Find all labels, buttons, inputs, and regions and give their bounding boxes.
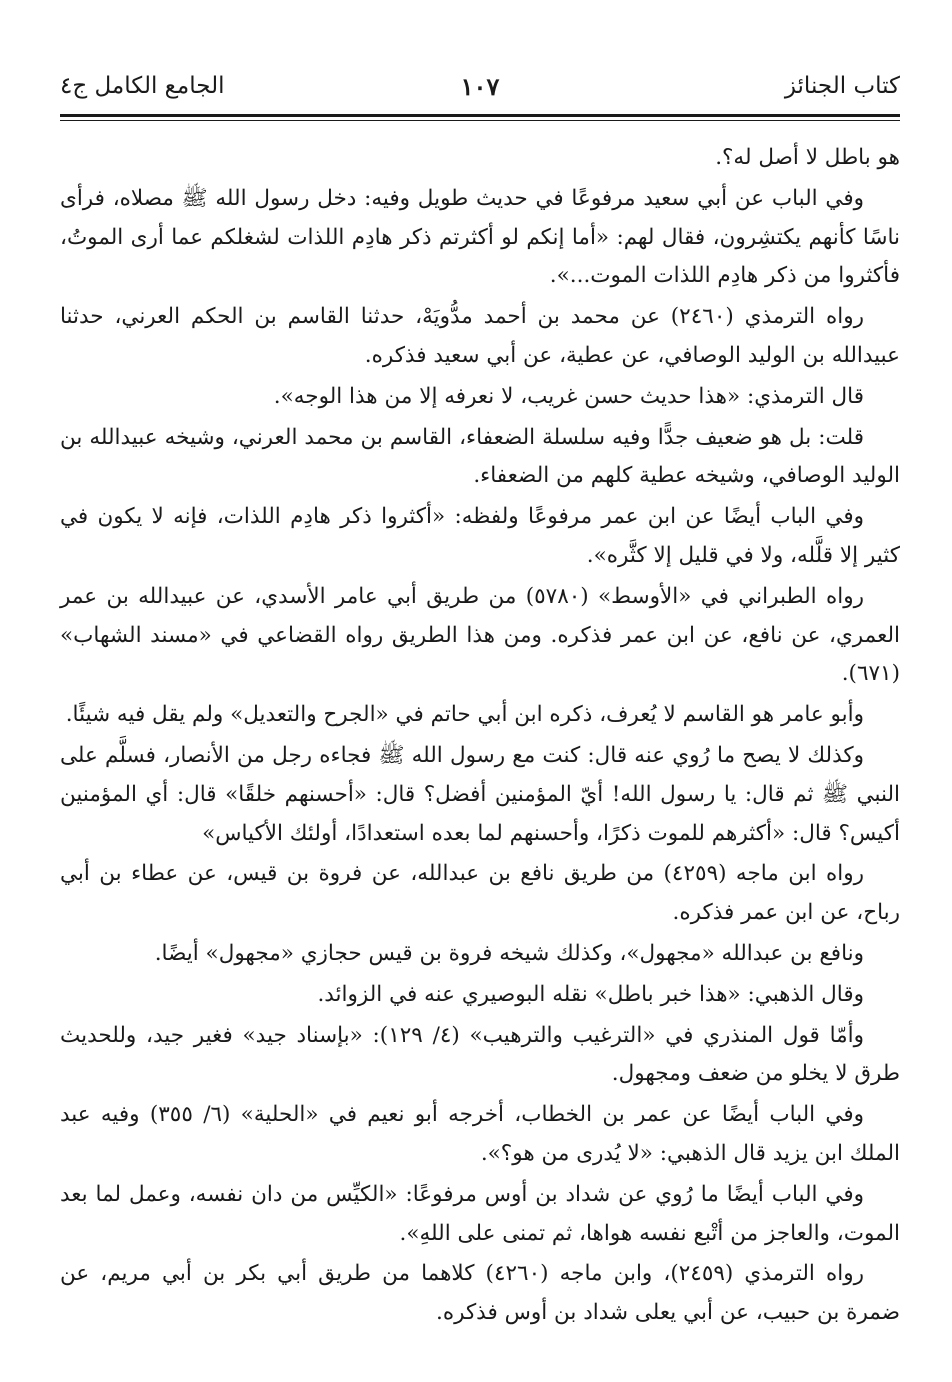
paragraph-6: وفي الباب أيضًا عن ابن عمر مرفوعًا ولفظه: «أكثروا ذكر هادِم اللذات، فإنه لا يكون في كثير إلا قلَّله، ولا في قليل إلا كثَّره». <box>60 504 900 568</box>
paragraph-16: رواه الترمذي (٢٤٥٩)، وابن ماجه (٤٢٦٠) كلاهما من طريق أبي بكر بن أبي مريم، عن ضمرة بن حبيب، عن أبي يعلى شداد بن أوس فذكره. <box>60 1261 900 1326</box>
paragraph-2: وفي الباب عن أبي سعيد مرفوعًا في حديث طويل وفيه: دخل رسول الله ﷺ مصلاه، فرأى ناسًا كأنهم يكتشِرون، فقال لهم: «أما إنكم لو أكثرتم ذكر هادِم اللذات لشغلكم عما أرى الموتُ، فأكثروا من ذكر هادِم اللذات الموت...». <box>60 185 900 289</box>
paragraph-10: رواه ابن ماجه (٤٢٥٩) من طريق نافع بن عبدالله، عن فروة بن قيس، عن عطاء بن أبي رباح، عن ابن عمر فذكره. <box>60 861 900 926</box>
page-body <box>60 139 900 1333</box>
paragraph-5: قلت: بل هو ضعيف جدًّا وفيه سلسلة الضعفاء، القاسم بن محمد العرني، وشيخه عبيدالله بن الوليد الوصافي، وشيخه عطية كلهم من الضعفاء. <box>60 424 900 489</box>
book-page <box>60 62 900 1352</box>
paragraph-15: وفي الباب أيضًا ما رُوي عن شداد بن أوس مرفوعًا: «الكيِّس من دان نفسه، وعمل لما بعد الموت، والعاجز من أتْبع نفسه هواها، ثم تمنى على اللهِ». <box>60 1181 900 1246</box>
header-rule-thick <box>60 114 900 117</box>
paragraph-7: رواه الطبراني في «الأوسط» (٥٧٨٠) من طريق أبي عامر الأسدي، عن عبيدالله بن عمر العمري، عن نافع، عن ابن عمر فذكره. ومن هذا الطريق رواه القضاعي في «مسند الشهاب» (٦٧١). <box>60 583 900 687</box>
paragraph-14: وفي الباب أيضًا عن عمر بن الخطاب، أخرجه أبو نعيم في «الحلية» (٦/ ٣٥٥) وفيه عبد الملك ابن يزيد قال الذهبي: «لا يُدرى من هو؟». <box>60 1102 900 1166</box>
book-title: الجامع الكامل ج٤ <box>60 73 225 99</box>
paragraph-1: هو باطل لا أصل له؟. <box>715 145 900 170</box>
header-rule-thin <box>60 120 900 121</box>
paragraph-12: وقال الذهبي: «هذا خبر باطل» نقله البوصيري عنه في الزوائد. <box>317 981 864 1007</box>
page-number: ١٠٧ <box>460 71 500 101</box>
paragraph-4: قال الترمذي: «هذا حديث حسن غريب، لا نعرفه إلا من هذا الوجه». <box>273 383 864 409</box>
paragraph-9: وكذلك لا يصح ما رُوي عنه قال: كنت مع رسول الله ﷺ فجاءه رجل من الأنصار، فسلَّم على النبي ﷺ ثم قال: يا رسول الله! أيّ المؤمنين أفضل؟ قال: «أحسنهم خلقًا» قال: أي المؤمنين أكيس؟ قال: «أكثرهم للموت ذكرًا، وأحسنهم لما بعده استعدادًا، أولئك الأكياس» <box>60 742 900 846</box>
paragraph-11: ونافع بن عبدالله «مجهول»، وكذلك شيخه فروة بن قيس حجازي «مجهول» أيضًا. <box>154 940 864 966</box>
chapter-title: كتاب الجنائز <box>784 73 900 99</box>
paragraph-13: وأمّا قول المنذري في «الترغيب والترهيب» (٤/ ١٢٩): «بإسناد جيد» فغير جيد، وللحديث طرق لا يخلو من ضعف ومجهول. <box>60 1022 900 1087</box>
page-header <box>60 62 900 110</box>
paragraph-3: رواه الترمذي (٢٤٦٠) عن محمد بن أحمد مدُّويَهْ، حدثنا القاسم بن الحكم العرني، حدثنا عبيدالله بن الوليد الوصافي، عن عطية، عن أبي سعيد فذكره. <box>60 304 900 368</box>
paragraph-8: وأبو عامر هو القاسم لا يُعرف، ذكره ابن أبي حاتم في «الجرح والتعديل» ولم يقل فيه شيئًا. <box>65 702 864 728</box>
